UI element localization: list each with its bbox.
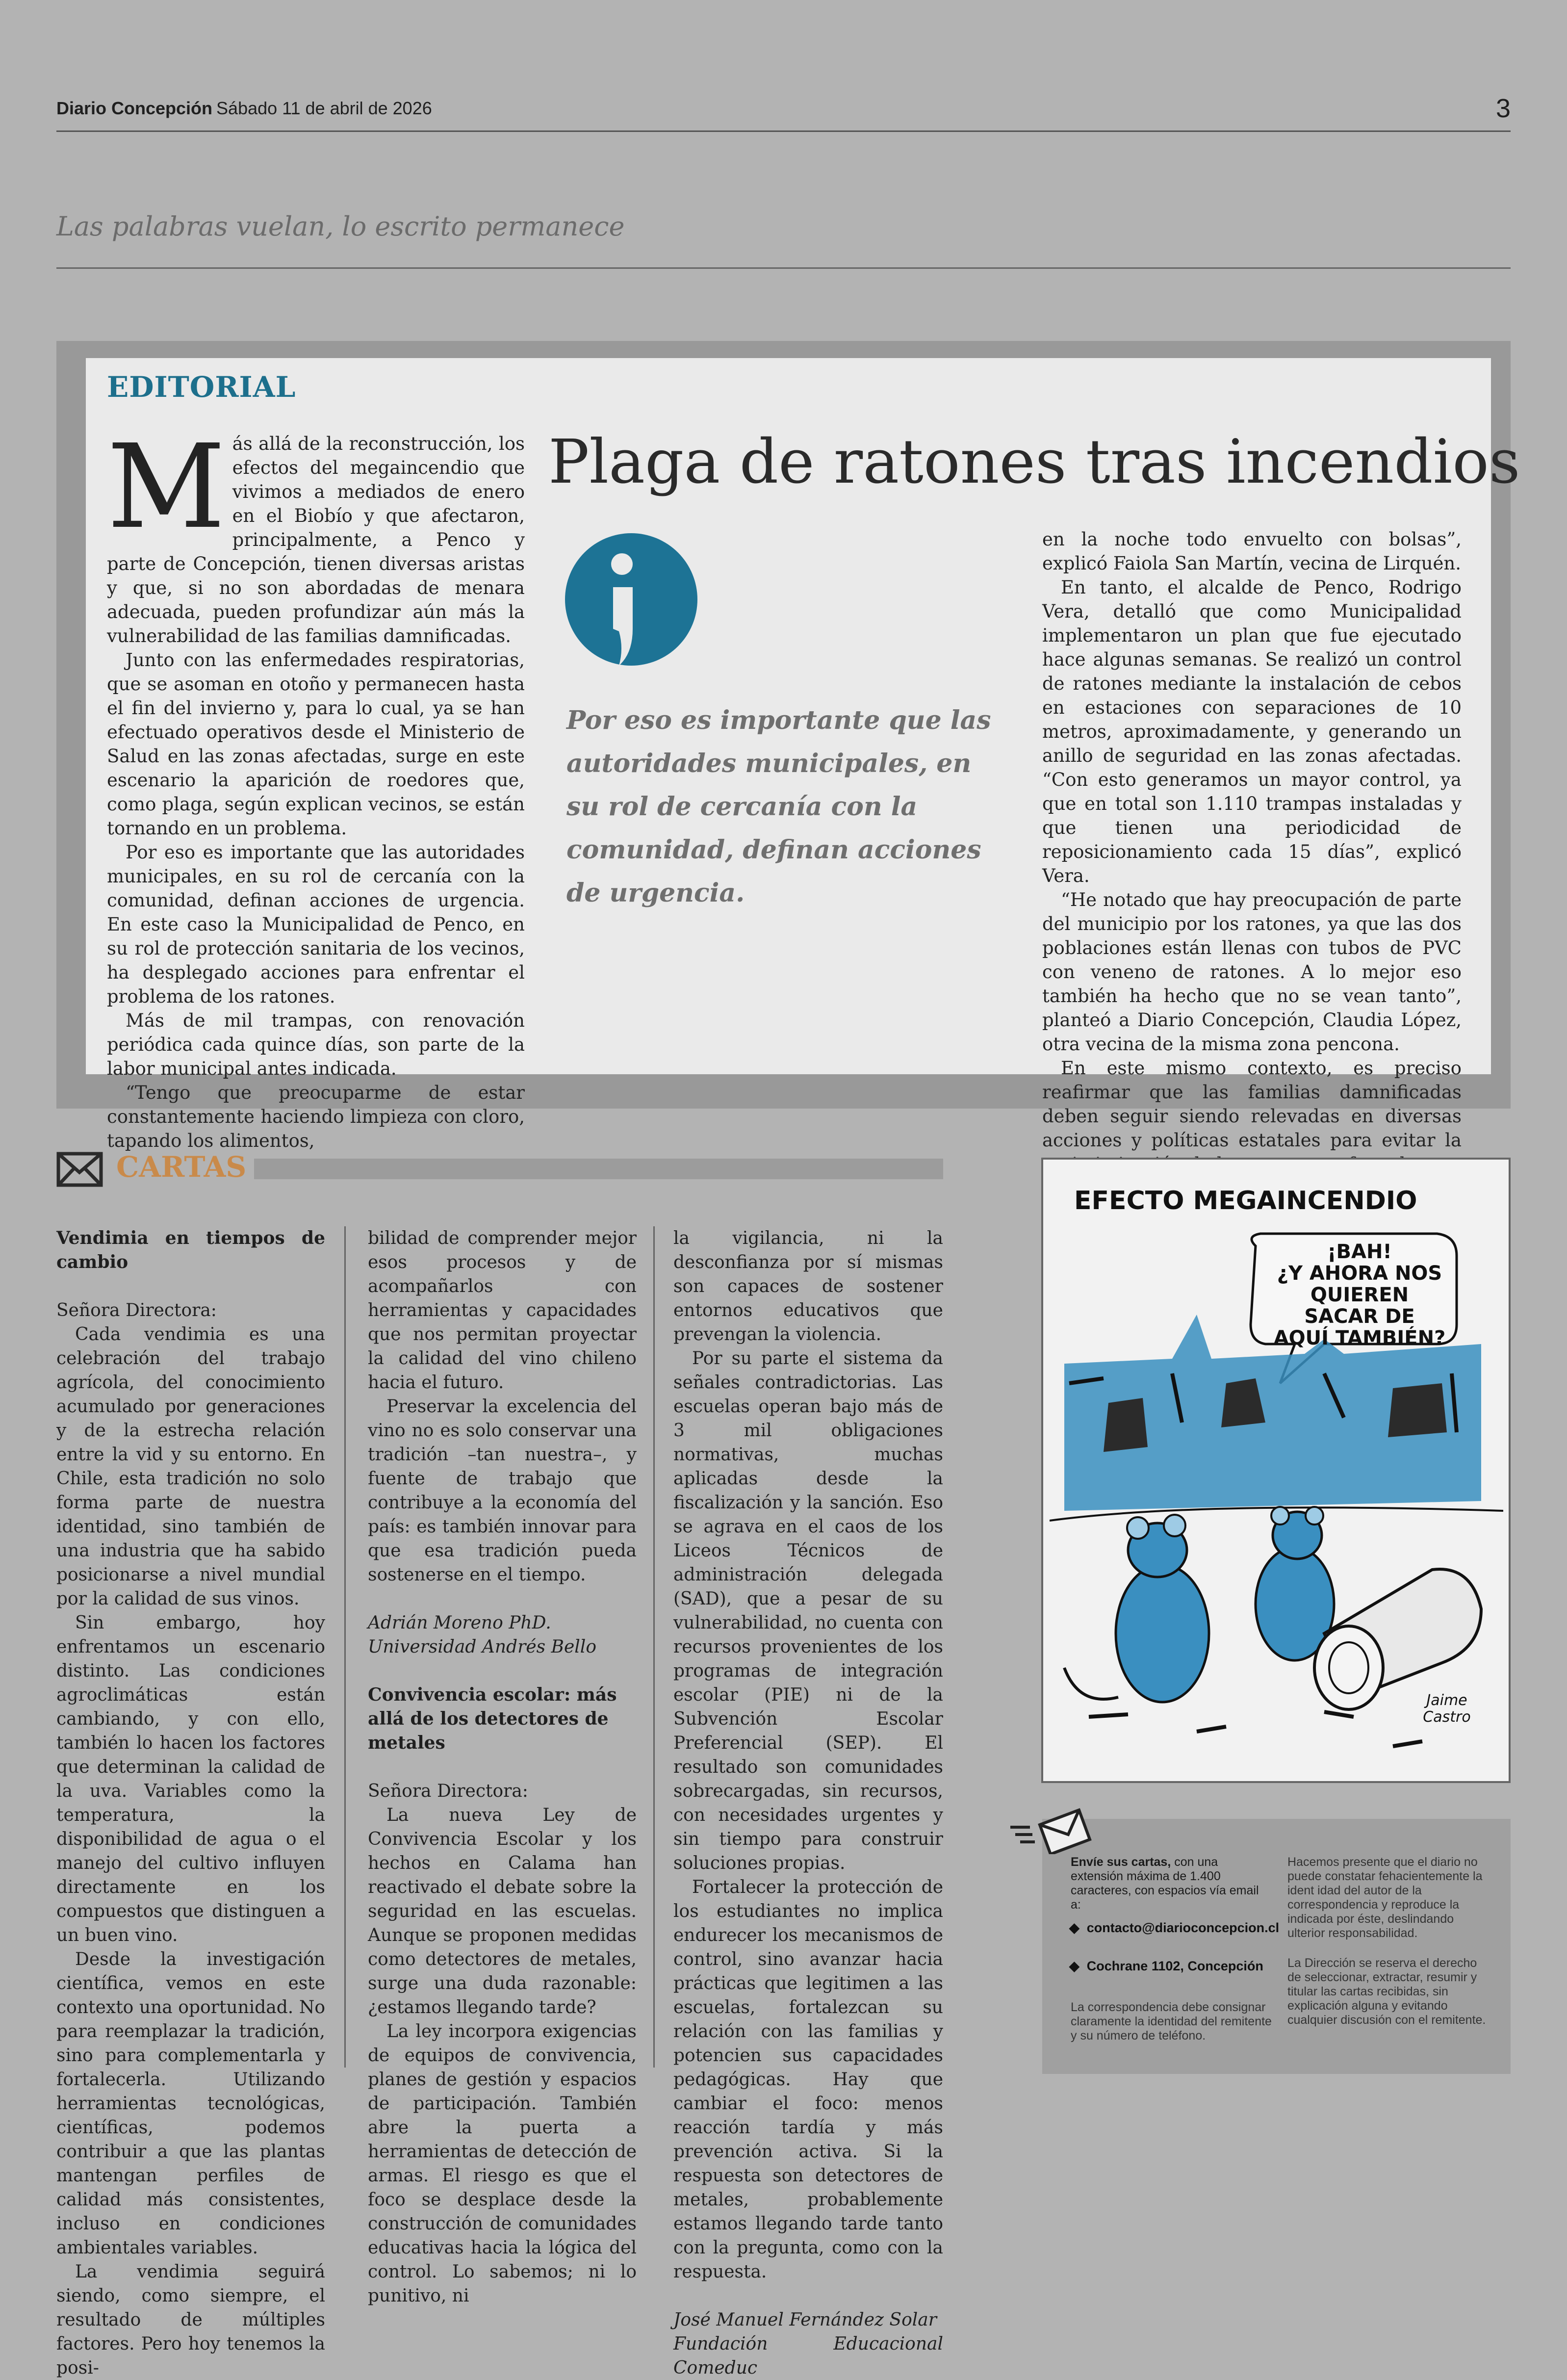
page-number: 3	[1495, 94, 1511, 123]
cartas-label: CARTAS	[116, 1150, 247, 1184]
letter-paragraph: la vigilancia, ni la desconfianza por sí mismas son capaces de sostener entornos educativos que prevengan la violencia.	[673, 1228, 943, 1345]
pull-quote: Por eso es importante que las autoridades municipales, en su rol de cercanía con la comunidad, definan acciones de urgencia.	[566, 705, 991, 908]
column-divider	[653, 1226, 655, 2068]
editorial-paragraph: Más de mil trampas, con renovación periódica cada quince días, son parte de la labor municipal antes indicada.	[107, 1010, 525, 1079]
editorial-label: EDITORIAL	[107, 370, 296, 404]
info-email-line: ◆ contacto@diarioconcepcion.cl	[1069, 1920, 1280, 1935]
letter-heading: Vendimia en tiempos de cambio	[56, 1228, 325, 1272]
cartoonist-signature	[1413, 1692, 1481, 1726]
editorial-paragraph: En este mismo contexto, es preciso reafirmar que las familias damnificadas deben seguir siendo relevadas en diversas acciones y políticas estatales para evitar la	[1042, 1058, 1462, 1151]
contact-email: contacto@diarioconcepcion.cl	[1086, 1920, 1280, 1935]
issue-date: Sábado 11 de abril de 2026	[216, 98, 432, 118]
letters-column-1	[56, 1226, 325, 2380]
info-lead-rest: con una extensión máxima de 1.400 caracteres, con espacios vía email a:	[1071, 1855, 1259, 1912]
letter-paragraph: La ley incorpora exigencias de equipos de convivencia, planes de gestión y espacios de participación. También abre la puerta a herramientas de detección de armas. El riesgo es que el foco se desplace desde la construcción de comunidades educativas hacia la lógica del control. Lo sabemos; ni lo punitivo, ni	[368, 2021, 637, 2306]
letter-signature-name: Adrián Moreno PhD.	[368, 1613, 551, 1633]
editorial-title: Plaga de ratones tras incendios	[548, 427, 1520, 497]
editorial-paragraph: Por eso es importante que las autoridades municipales, en su rol de cercanía con la comunidad, definan acciones de urgencia. En este caso la Municipalidad de Penco, en su rol de protección sanitaria de los vecinos, ha desplegado acciones para enfrentar el problema de los ratones.	[107, 842, 525, 1007]
letter-paragraph: Desde la investigación científica, vemos en este contexto una oportunidad. No para reemplazar la tradición, sino para complementarla y fortalecerla. Utilizando herramientas tecnológicas, científicas, podemos contribuir a que las plantas mantengan perfiles de calidad más consistentes, incluso en condiciones ambientales variables.	[56, 1949, 325, 2258]
column-divider	[344, 1226, 346, 2068]
signature-line: Jaime	[1426, 1692, 1467, 1709]
editorial-paragraph: “He notado que hay preocupación de parte del municipio por los ratones, ya que las dos poblaciones están llenas con tubos de PVC con veneno de ratones. A lo mejor eso también ha hecho que no se vean tanto”, planteó a Diario Concepción, Claudia López, otra vecina de la misma zona pencona.	[1042, 889, 1462, 1055]
speech-line: ¿Y AHORA NOS	[1277, 1262, 1442, 1285]
letter-salutation: Señora Directora:	[368, 1781, 528, 1801]
letter-paragraph: Por su parte el sistema da señales contradictorias. Las escuelas operan bajo más de 3 mil obligaciones normativas, muchas aplicadas desde la fiscalización y la sanción. Eso se agrava en el caos de los Liceos Técnicos de administración delegada (SAD), que a pesar de su vulnerabilidad, no cuenta con recursos provenientes de los programas de integración escolar (PIE) ni de la Subvención Escolar Preferencial (SEP). El resultado son comunidades sobrecargadas, sin recursos, con necesidades urgentes y sin tiempo para construir soluciones propias.	[673, 1348, 943, 1873]
envelope-icon	[56, 1152, 103, 1187]
letter-paragraph: Preservar la excelencia del vino no es solo conservar una tradición –tan nuestra–, y fuente de trabajo que contribuye a la economía del país: es también innovar para que esa tradición pueda sostenerse en el tiempo.	[368, 1397, 637, 1585]
drop-cap: M	[107, 419, 226, 554]
letter-paragraph: Fortalecer la protección de los estudiantes no implica endurecer los mecanismos de control, sino avanzar hacia prácticas que legitimen a las escuelas, fortalezcan su relación con las familias y potencien sus capacidades pedagógicas. Hay que cambiar el foco: menos reacción tardía y más prevención activa. Si la respuesta son detectores de metales, probablemente estamos llegando tarde tanto con la pregunta, como con la respuesta.	[673, 1877, 943, 2282]
editorial-paragraph: Junto con las enfermedades respiratorias, que se asoman en otoño y permanecen hasta el fin del invierno y, para lo cual, ya se han efectuado operativos desde el Ministerio de Salud en las zonas afectadas, surge en este escenario la aparición de roedores que, como plaga, según explican vecinos, se están tornando en un problema.	[107, 649, 525, 839]
editorial-paragraph: “Tengo que preocuparme de estar constantemente haciendo limpieza con cloro, tapando los alimentos,	[107, 1082, 525, 1151]
info-address-line: ◆ Cochrane 1102, Concepción	[1069, 1959, 1263, 1973]
letter-paragraph: Sin embargo, hoy enfrentamos un escenario distinto. Las condiciones agroclimáticas están cambiando, y con ello, también lo hacen los factores que determinan la calidad de la uva. Variables como la temperatura, la disponibilidad de agua o el manejo del cultivo influyen directamente en los compuestos que distinguen a un buen vino.	[56, 1613, 325, 1945]
editorial-paragraph: ás allá de la reconstrucción, los efectos del megaincendio que vivimos a mediados de enero en el Biobío y que afectaron, principalmente, a Penco y parte de Concepción, tienen diversas aristas y que, si no son abordadas de menara adecuada, pueden profundizar aún más la vulnerabilidad de las familias damnificadas.	[107, 433, 525, 647]
letter-signature-org: Fundación Educacional Comeduc	[673, 2334, 943, 2378]
letter-paragraph: Cada vendimia es una celebración del trabajo agrícola, del conocimiento acumulado por generaciones y de la estrecha relación entre la vid y su entorno. En Chile, esta tradición no solo forma parte de nuestra identidad, sino también de una industria que ha sabido posicionarse a nivel mundial por la calidad de sus vinos.	[56, 1324, 325, 1609]
letter-salutation: Señora Directora:	[56, 1300, 217, 1320]
page-header	[56, 94, 1511, 132]
letter-paragraph: bilidad de comprender mejor esos procesos y de acompañarlos con herramientas y capacidades que nos permitan proyectar la calidad del vino chileno hacia el futuro.	[368, 1228, 637, 1393]
letter-paragraph: La vendimia seguirá siendo, como siempre, el resultado de múltiples factores. Pero hoy tenemos la posi-	[56, 2262, 325, 2378]
letter-paragraph: La nueva Ley de Convivencia Escolar y los hechos en Calama han reactivado el debate sobre la seguridad en las escuelas. Aunque se proponen medidas como detectores de metales, surge una duda razonable: ¿estamos llegando tarde?	[368, 1805, 637, 2018]
signature-line: Castro	[1423, 1708, 1471, 1726]
info-lead-bold: Envíe sus cartas,	[1071, 1855, 1171, 1869]
speech-line: ¡BAH!	[1327, 1241, 1392, 1263]
cartas-rule	[254, 1159, 943, 1179]
speech-line: AQUÍ TAMBIÉN?	[1273, 1327, 1446, 1349]
editorial-right-column	[1042, 527, 1462, 1176]
letters-column-3	[673, 1226, 943, 2380]
envelope-send-icon	[1010, 1805, 1094, 1854]
info-icon	[564, 531, 699, 671]
info-note-right-1: Hacemos presente que el diario no puede constatar fehacientemente la ident idad del autor de la correspondencia y reproduce la indicada por éste, deslindando ulterior responsabilidad.	[1287, 1855, 1483, 1940]
info-note-left: La correspondencia debe consignar claramente la identidad del remitente y su número de teléfono.	[1071, 2000, 1272, 2043]
info-lead	[1071, 1855, 1267, 1912]
info-note-right-2: La Dirección se reserva el derecho de seleccionar, extractar, resumir y titular las cartas recibidas, sin explicación alguna y evitando cualquier discusión con el remitente.	[1287, 1956, 1486, 2027]
letters-column-2	[368, 1226, 637, 2308]
contact-address: Cochrane 1102, Concepción	[1086, 1959, 1263, 1973]
newspaper-name: Diario Concepción	[56, 98, 213, 118]
editorial-paragraph: En tanto, el alcalde de Penco, Rodrigo Vera, detalló que como Municipalidad implementaron un plan que fue ejecutado hace algunas semanas. Se realizó un control de ratones mediante la instalación de cebos en estaciones con separaciones de 10 metros, aproximadamente, y generando un anillo de seguridad en las zonas afectadas. “Con esto generamos un mayor control, ya que en total son 1.110 trampas instaladas y que tienen una periodicidad de reposicionamiento cada 15 días”, explicó Vera.	[1042, 577, 1462, 886]
editorial-paragraph: en la noche todo envuelto con bolsas”, explicó Faiola San Martín, vecina de Lirquén.	[1042, 529, 1462, 574]
motto-text: Las palabras vuelan, lo escrito permanece	[56, 211, 625, 242]
letter-signature-name: José Manuel Fernández Solar	[673, 2310, 937, 2330]
editorial-left-column	[107, 419, 525, 1153]
cartoon-title: EFECTO MEGAINCENDIO	[1074, 1186, 1417, 1216]
speech-bubble-text	[1271, 1241, 1448, 1349]
speech-line: QUIEREN SACAR DE	[1304, 1284, 1415, 1328]
letter-signature-org: Universidad Andrés Bello	[368, 1637, 596, 1657]
section-motto	[56, 211, 1511, 269]
letter-heading: Convivencia escolar: más allá de los detectores de metales	[368, 1684, 617, 1753]
